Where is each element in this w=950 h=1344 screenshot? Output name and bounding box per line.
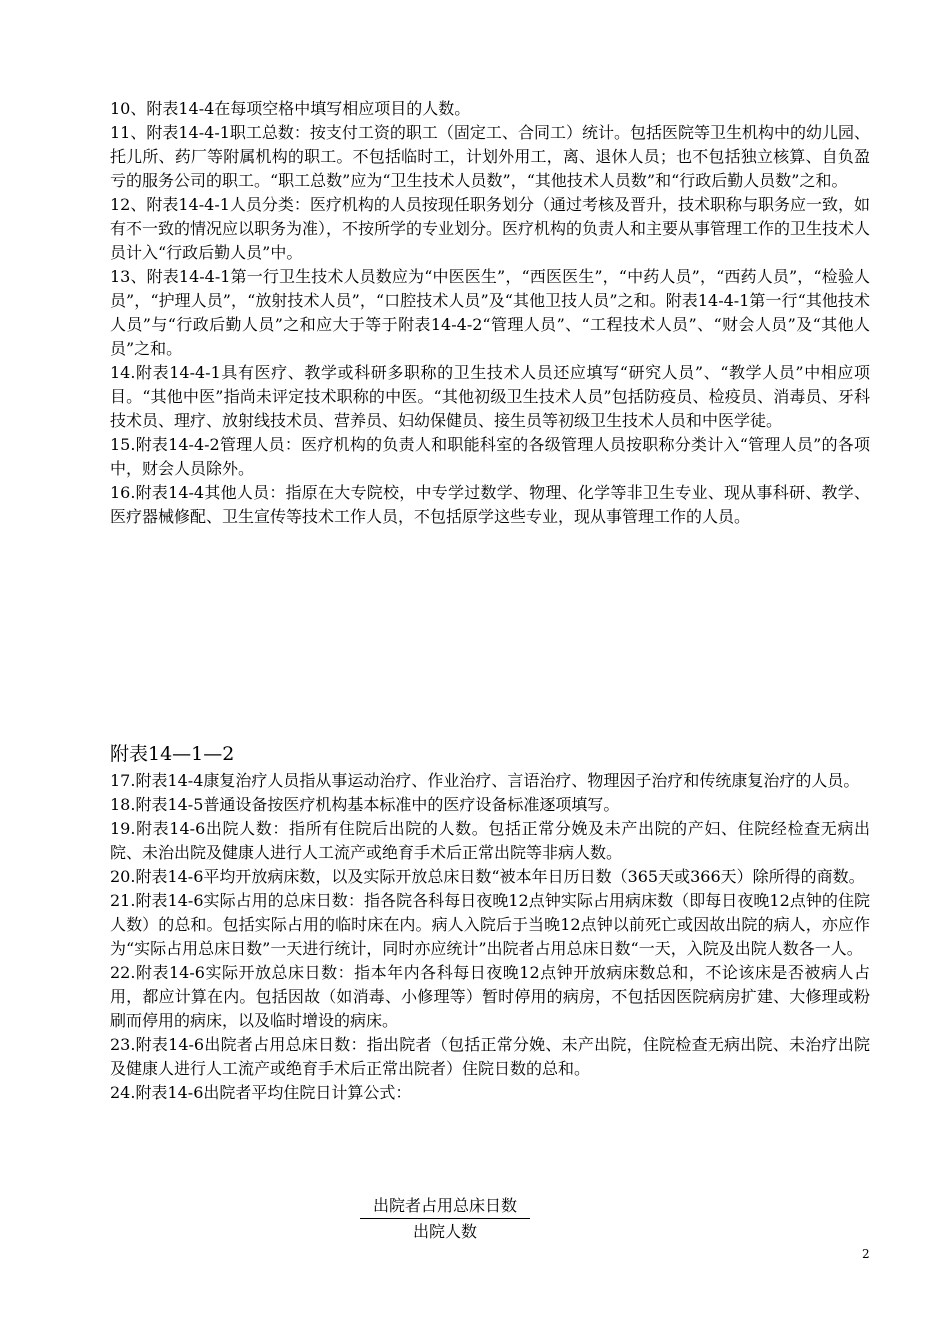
paragraph-21: 21.附表14-6实际占用的总床日数：指各院各科每日夜晚12点钟实际占用病床数（即每日夜晚12点钟的住院人数）的总和。包括实际占用的临时床在内。病人入院后于当晚12点钟以前死亡或因故出院的病人，亦应作为“实际占用总床日数”一天进行统计，同时亦应统计”出院者占用总床日数“一天，入院及出院人数各一人。 [110,891,870,958]
paragraph-15: 15.附表14-4-2管理人员：医疗机构的负责人和职能科室的各级管理人员按职称分类计入“管理人员”的各项中，财会人员除外。 [110,435,870,478]
paragraph-12: 12、附表14-4-1人员分类：医疗机构的人员按现任职务划分（通过考核及晋升，技术职称与职务应一致，如有不一致的情况应以职务为准），不按所学的专业划分。医疗机构的负责人和主要从事管理工作的卫生技术人员计入“行政后勤人员”中。 [110,195,871,262]
paragraph-10: 10、附表14-4在每项空格中填写相应项目的人数。 [110,99,471,118]
paragraph-18: 18.附表14-5普通设备按医疗机构基本标准中的医疗设备标准逐项填写。 [110,795,620,814]
paragraph-11: 11、附表14-4-1职工总数：按支付工资的职工（固定工、合同工）统计。包括医院等卫生机构中的幼儿园、托儿所、药厂等附属机构的职工。不包括临时工，计划外用工，离、退休人员；也不包括独立核算、自负盈亏的服务公司的职工。“职工总数”应为“卫生技术人员数”，“其他技术人员数”和“行政后勤人员数”之和。 [110,123,870,190]
section-title: 附表14—1—2 [110,743,235,765]
paragraph-24: 24.附表14-6出院者平均住院日计算公式： [110,1083,412,1102]
paragraph-19: 19.附表14-6出院人数：指所有住院后出院的人数。包括正常分娩及未产出院的产妇、住院经检查无病出院、未治出院及健康人进行人工流产或绝育手术后正常出院等非病人数。 [110,819,870,862]
paragraph-22: 22.附表14-6实际开放总床日数：指本年内各科每日夜晚12点钟开放病床数总和，不论该床是否被病人占用，都应计算在内。包括因故（如消毒、小修理等）暂时停用的病房，不包括因医院病房扩建、大修理或粉刷而停用的病床，以及临时增设的病床。 [110,963,870,1030]
page-number: 2 [862,1247,870,1261]
average-stay-formula [360,1195,530,1243]
paragraph-14: 14.附表14-4-1具有医疗、教学或科研多职称的卫生技术人员还应填写“研究人员”、“教学人员”中相应项目。“其他中医”指尚未评定技术职称的中医。“其他初级卫生技术人员”包括防疫员、检疫员、消毒员、牙科技术员、理疗、放射线技术员、营养员、妇幼保健员、接生员等初级卫生技术人员和中医学徒。 [110,363,870,430]
formula-denominator: 出院人数 [412,1222,477,1241]
paragraph-16: 16.附表14-4其他人员：指原在大专院校，中专学过数学、物理、化学等非卫生专业、现从事科研、教学、医疗器械修配、卫生宣传等技术工作人员，不包括原学这些专业，现从事管理工作的人员。 [110,483,870,526]
paragraph-group-top [110,97,870,529]
formula-numerator: 出院者占用总床日数 [360,1195,530,1219]
paragraph-group-bottom [110,769,870,1105]
paragraph-13: 13、附表14-4-1第一行卫生技术人员数应为“中医医生”，“西医医生”，“中药人员”，“西药人员”，“检验人员”，“护理人员”，“放射技术人员”，“口腔技术人员”及“其他卫技人员”之和。附表14-4-1第一行“其他技术人员”与“行政后勤人员”之和应大于等于附表14-4-2“管理人员”、“工程技术人员”、“财会人员”及“其他人员”之和。 [110,267,870,358]
paragraph-23: 23.附表14-6出院者占用总床日数：指出院者（包括正常分娩、未产出院，住院检查无病出院、未治疗出院及健康人进行人工流产或绝育手术后正常出院者）住院日数的总和。 [110,1035,870,1078]
paragraph-20: 20.附表14-6平均开放病床数，以及实际开放总床日数“被本年日历日数（365天或366天）除所得的商数。 [110,867,865,886]
paragraph-17: 17.附表14-4康复治疗人员指从事运动治疗、作业治疗、言语治疗、物理因子治疗和传统康复治疗的人员。 [110,771,860,790]
